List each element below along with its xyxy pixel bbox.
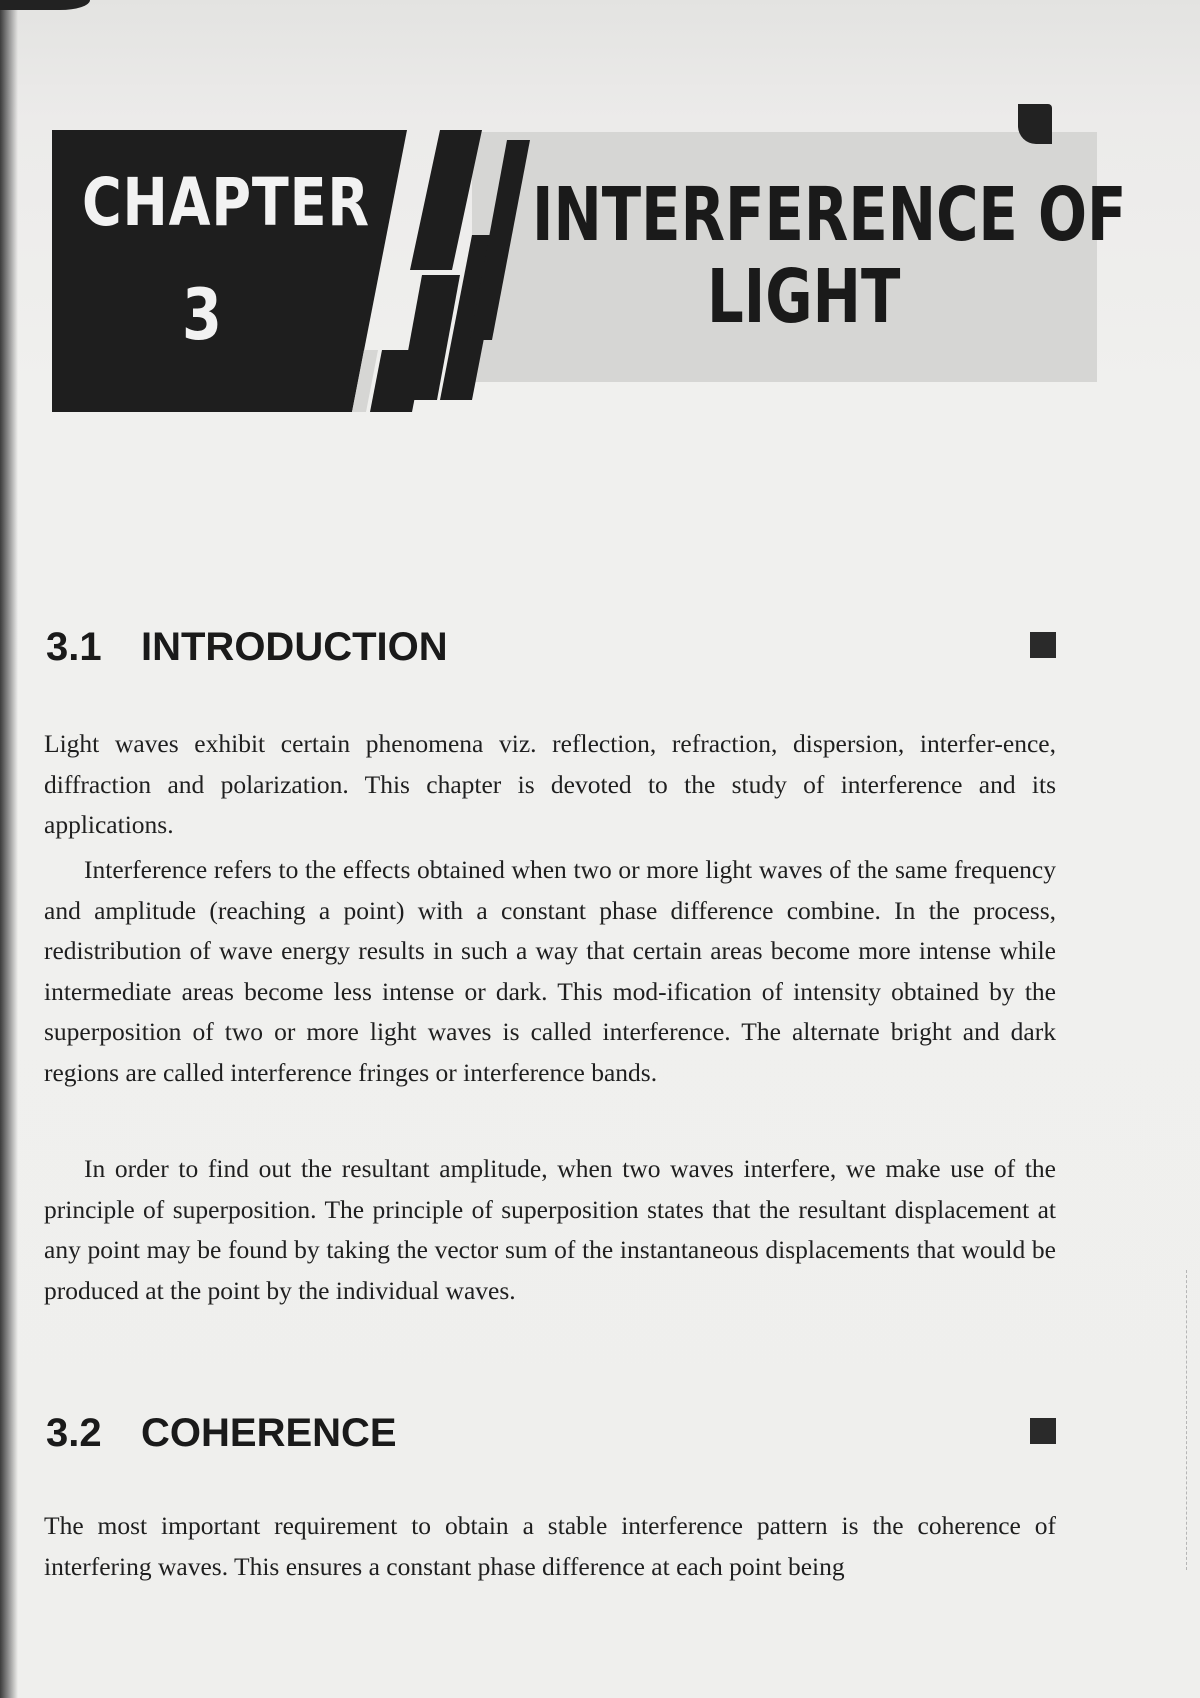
chapter-title-line-2: LIGHT: [707, 254, 901, 340]
chapter-banner: [52, 100, 1127, 412]
chapter-title-line-1: INTERFERENCE OF: [532, 172, 1127, 258]
paragraph: Interference refers to the effects obtained when two or more light waves of the same frequency and amplitude (reaching a point) with a constant phase difference combine. In the process, redistribution of wave energy results in such a way that certain areas become more intense while intermediate areas become less intense or dark. This mod-ification of intensity obtained by the superposition of two or more light waves is called interference. The alternate bright and dark regions are called interference fringes or interference bands.: [44, 855, 1056, 1087]
section-title: COHERENCE: [141, 1411, 397, 1455]
section-marker: [1030, 1418, 1056, 1444]
section-heading-introduction: [46, 622, 1056, 672]
section-number: 3.1: [46, 625, 102, 669]
chapter-number: 3: [182, 274, 222, 356]
section-heading-coherence: [46, 1408, 1056, 1458]
section-marker: [1030, 632, 1056, 658]
binding-shadow: [0, 0, 18, 1698]
margin-line: [1186, 1270, 1188, 1570]
paragraph: In order to find out the resultant amplitude, when two waves interfere, we make use of the principle of superposition. The principle of superposition states that the resultant displacement at any point may be found by taking the vector sum of the instantaneous displacements that would be produced at the point by the individual waves.: [44, 1154, 1056, 1305]
page-edge-shadow: [0, 0, 90, 10]
paragraph: Light waves exhibit certain phenomena viz. reflection, refraction, dispersion, interfer-ence, diffraction and polarization. This chapter is devoted to the study of interference and its applications.: [44, 729, 1056, 839]
section-number: 3.2: [46, 1411, 102, 1455]
paragraph: The most important requirement to obtain a stable interference pattern is the coherence of interfering waves. This ensures a constant phase difference at each point being: [44, 1511, 1056, 1581]
chapter-label: CHAPTER: [82, 164, 370, 241]
corner-tab: [1018, 104, 1052, 144]
section-title: INTRODUCTION: [141, 625, 448, 669]
